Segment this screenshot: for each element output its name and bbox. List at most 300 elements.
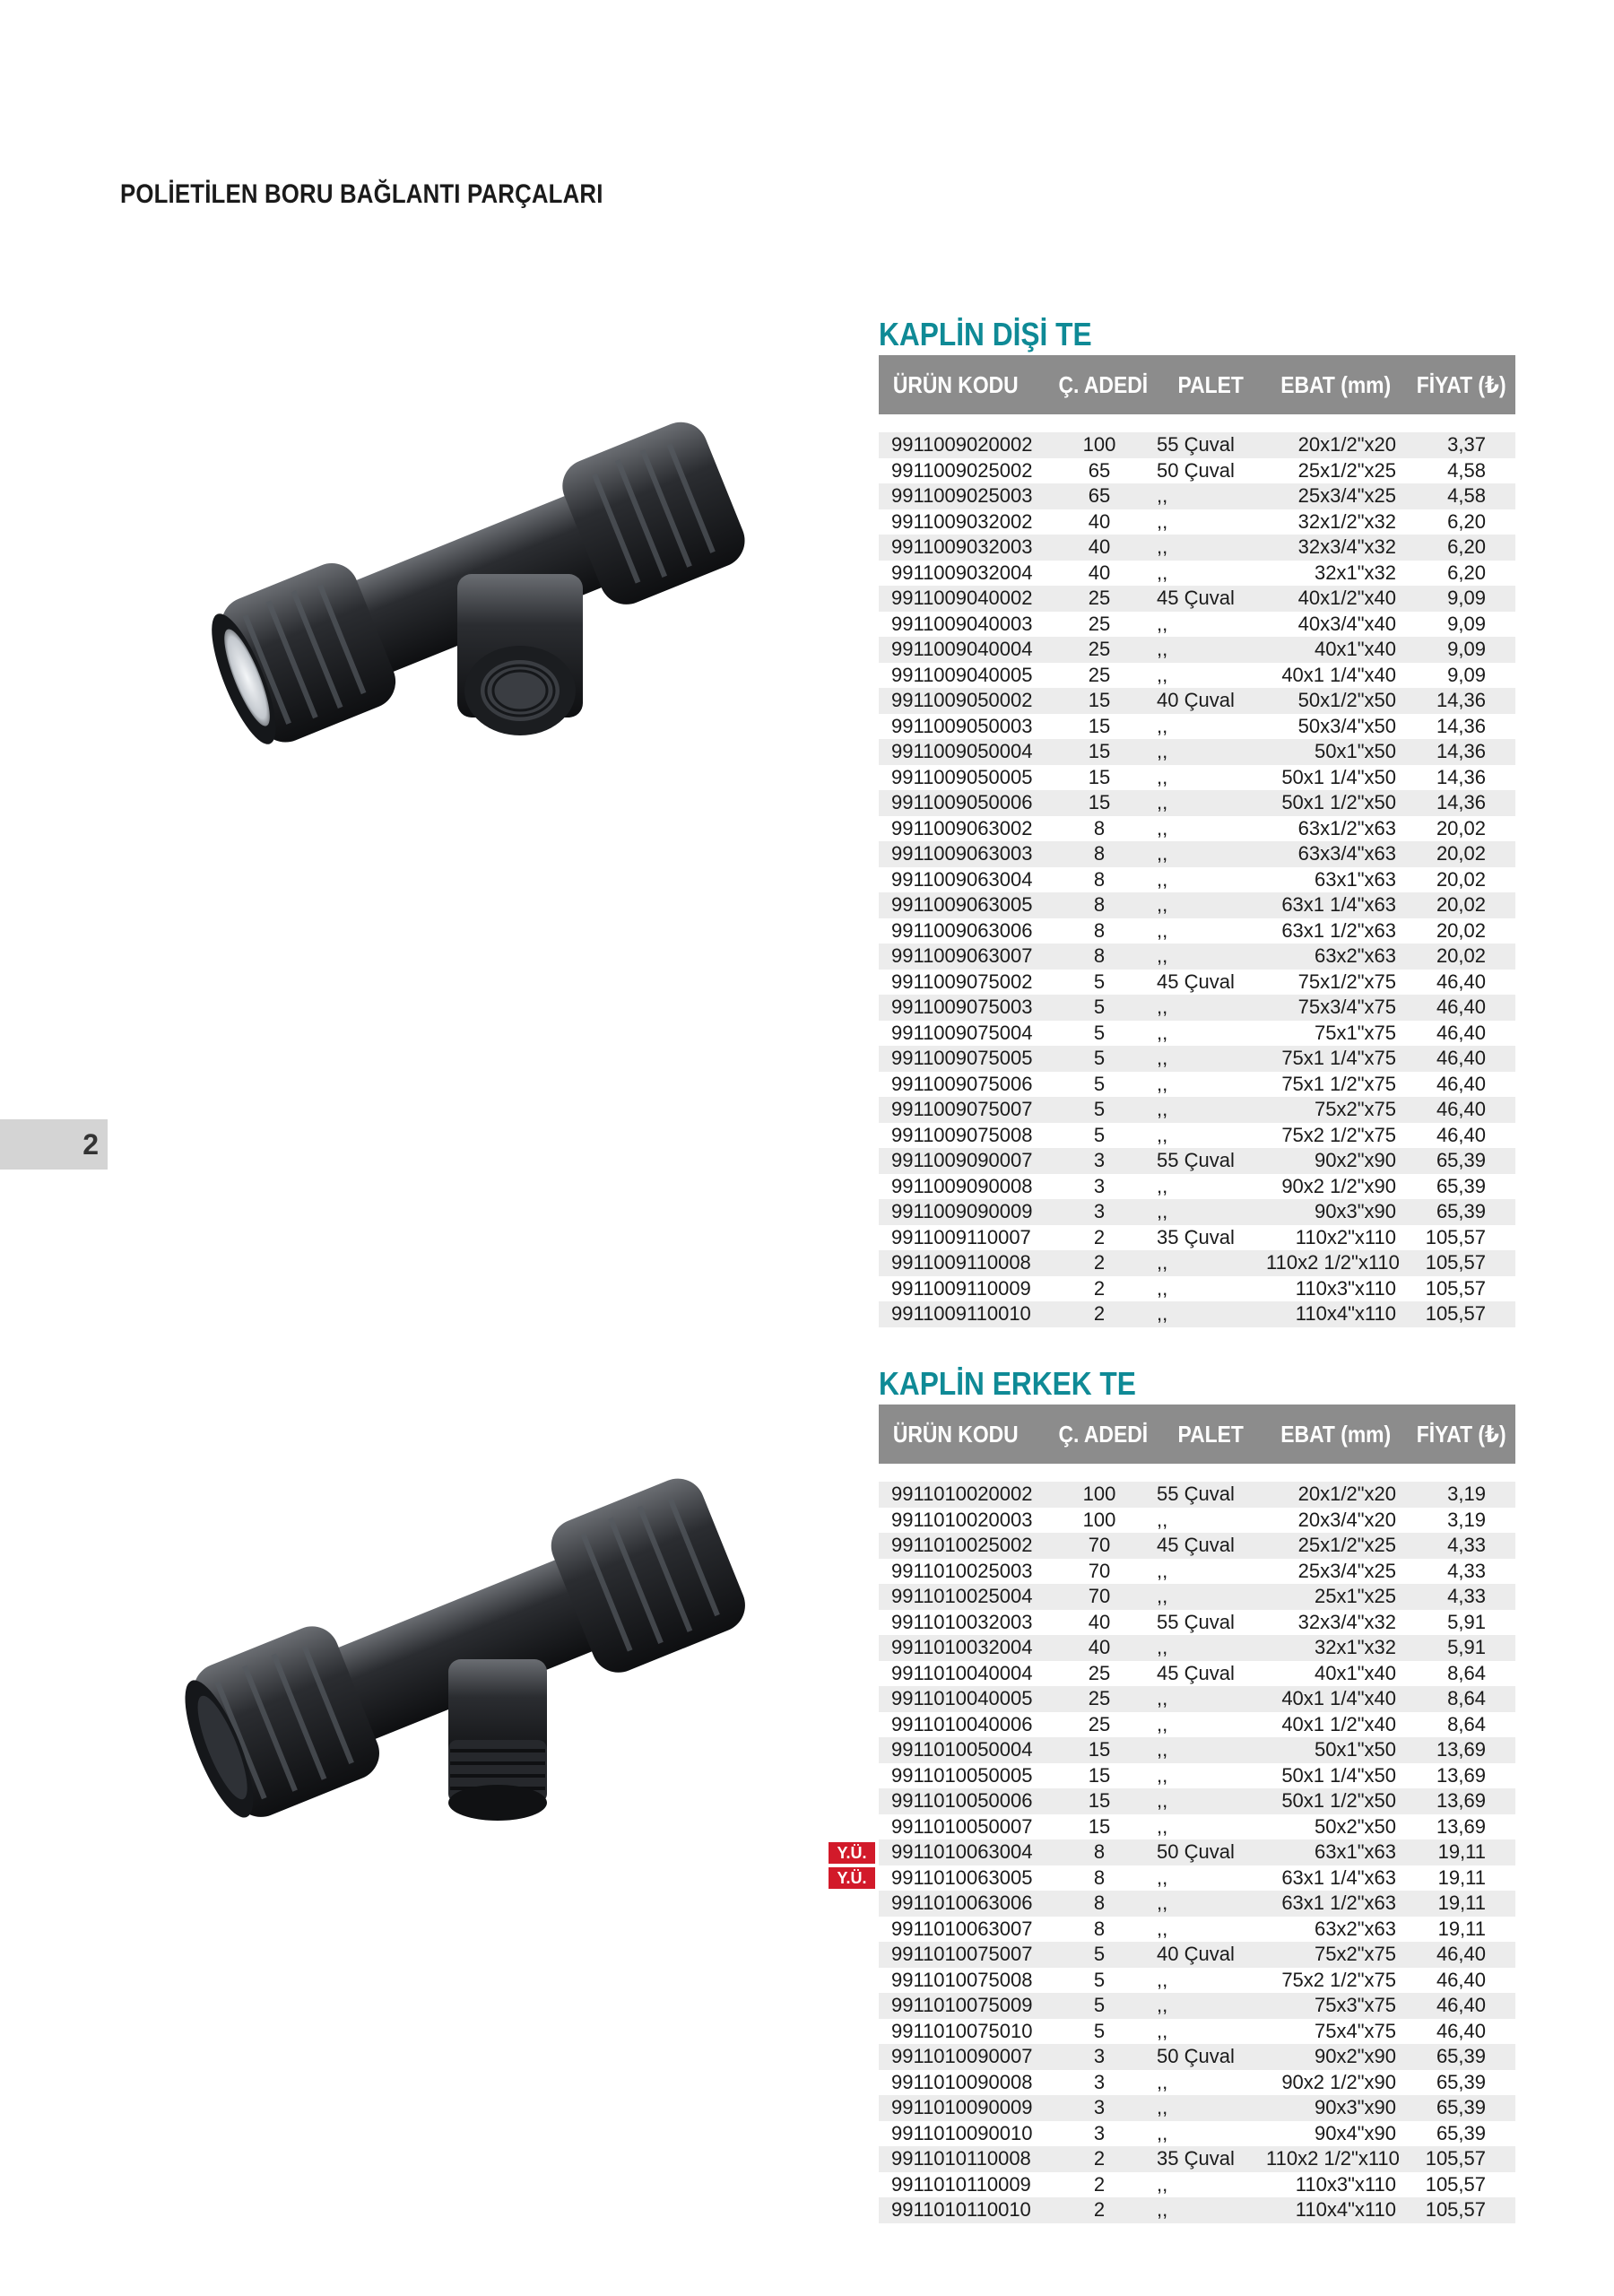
- price-cell: 20,02: [1436, 867, 1486, 891]
- table-body: [879, 432, 1515, 1327]
- price-cell: 46,40: [1436, 1123, 1486, 1146]
- pallet-cell: ,,: [1157, 484, 1168, 508]
- pallet-cell: ,,: [1157, 1072, 1168, 1095]
- price-cell: 4,33: [1447, 1559, 1486, 1582]
- pallet-cell: ,,: [1157, 1892, 1168, 1915]
- size-cell: 40x1"x40: [1315, 638, 1396, 661]
- table-row: [879, 2146, 1515, 2172]
- size-cell: 20x3/4"x20: [1297, 1508, 1396, 1531]
- price-cell: 5,91: [1447, 1610, 1486, 1633]
- price-cell: 9,09: [1447, 587, 1486, 610]
- table-row: [879, 1968, 1515, 1994]
- table-row: [879, 2044, 1515, 2070]
- price-cell: 105,57: [1425, 1225, 1486, 1248]
- price-cell: 46,40: [1436, 1994, 1486, 2017]
- table-row: [879, 688, 1515, 714]
- price-cell: 13,69: [1436, 1763, 1486, 1787]
- package-qty-cell: 5: [1093, 970, 1106, 993]
- size-cell: 63x1"x63: [1315, 867, 1396, 891]
- table-row: [879, 1199, 1515, 1225]
- package-qty-cell: 8: [1093, 816, 1106, 839]
- pallet-cell: ,,: [1157, 1021, 1168, 1044]
- product-code-cell: 9911009090007: [891, 1149, 1033, 1172]
- new-product-badge: Y.Ü.: [829, 1867, 875, 1889]
- pallet-cell: ,,: [1157, 1687, 1168, 1710]
- size-cell: 20x1/2"x20: [1297, 1483, 1396, 1506]
- size-cell: 75x2 1/2"x75: [1281, 1968, 1396, 1991]
- table-row: [879, 1584, 1515, 1610]
- table-row: [879, 1097, 1515, 1123]
- product-code-cell: 9911009040004: [891, 638, 1033, 661]
- pallet-cell: ,,: [1157, 2198, 1168, 2222]
- size-cell: 25x3/4"x25: [1297, 484, 1396, 508]
- package-qty-cell: 8: [1093, 867, 1106, 891]
- price-cell: 46,40: [1436, 1943, 1486, 1966]
- pallet-cell: ,,: [1157, 1123, 1168, 1146]
- package-qty-cell: 15: [1088, 689, 1111, 712]
- size-cell: 50x1 1/4"x50: [1281, 1763, 1396, 1787]
- pallet-cell: 35 Çuval: [1157, 2147, 1235, 2170]
- product-code-cell: 9911010063006: [891, 1892, 1033, 1915]
- package-qty-cell: 8: [1093, 842, 1106, 865]
- product-code-cell: 9911010110009: [891, 2172, 1031, 2196]
- package-qty-cell: 8: [1093, 1917, 1106, 1940]
- product-code-cell: 9911009075005: [891, 1047, 1033, 1070]
- package-qty-cell: 5: [1093, 2019, 1106, 2042]
- female-tee-section: [879, 314, 1515, 1327]
- size-cell: 110x3"x110: [1295, 1276, 1396, 1300]
- size-cell: 75x1"x75: [1315, 1021, 1396, 1044]
- price-cell: 65,39: [1436, 1174, 1486, 1197]
- price-cell: 105,57: [1425, 2172, 1486, 2196]
- price-cell: 3,19: [1447, 1483, 1486, 1506]
- table-row: [879, 1635, 1515, 1661]
- price-cell: 46,40: [1436, 996, 1486, 1019]
- package-qty-cell: 5: [1093, 1968, 1106, 1991]
- price-cell: 65,39: [1436, 2096, 1486, 2119]
- package-qty-cell: 2: [1093, 1251, 1106, 1274]
- package-qty-cell: 2: [1093, 1225, 1106, 1248]
- size-cell: 110x2 1/2"x110: [1266, 2147, 1400, 2170]
- table-row: [879, 509, 1515, 535]
- product-code-cell: 9911010075007: [891, 1943, 1033, 1966]
- size-cell: 63x1 1/2"x63: [1281, 918, 1396, 942]
- package-qty-cell: 65: [1088, 484, 1111, 508]
- pallet-cell: ,,: [1157, 867, 1168, 891]
- table-row: [879, 816, 1515, 842]
- table-row: [879, 841, 1515, 867]
- table-row: [879, 765, 1515, 791]
- price-cell: 14,36: [1436, 791, 1486, 814]
- table-row: [879, 739, 1515, 765]
- size-cell: 75x1 1/4"x75: [1281, 1047, 1396, 1070]
- package-qty-cell: 25: [1088, 587, 1111, 610]
- product-code-cell: 9911009063003: [891, 842, 1033, 865]
- pallet-cell: 45 Çuval: [1157, 1661, 1235, 1684]
- pallet-cell: ,,: [1157, 1712, 1168, 1735]
- pallet-cell: ,,: [1157, 1559, 1168, 1582]
- price-cell: 4,58: [1447, 484, 1486, 508]
- page-number: 2: [0, 1119, 108, 1170]
- table-header: [879, 355, 1515, 414]
- col-header-qty: Ç. ADEDİ: [1058, 370, 1148, 398]
- package-qty-cell: 2: [1093, 2198, 1106, 2222]
- price-cell: 105,57: [1425, 1302, 1486, 1326]
- package-qty-cell: 3: [1093, 2070, 1106, 2093]
- pallet-cell: ,,: [1157, 1789, 1168, 1813]
- price-cell: 6,20: [1447, 535, 1486, 559]
- package-qty-cell: 100: [1082, 433, 1116, 457]
- pallet-cell: ,,: [1157, 2019, 1168, 2042]
- product-code-cell: 9911009050002: [891, 689, 1033, 712]
- product-code-cell: 9911010110008: [891, 2147, 1031, 2170]
- product-code-cell: 9911009063005: [891, 893, 1033, 917]
- product-code-cell: 9911009020002: [891, 433, 1033, 457]
- price-cell: 13,69: [1436, 1814, 1486, 1838]
- price-cell: 19,11: [1437, 1866, 1486, 1889]
- price-cell: 19,11: [1437, 1917, 1486, 1940]
- pallet-cell: 50 Çuval: [1157, 1840, 1235, 1864]
- table-body: [879, 1482, 1515, 2223]
- product-code-cell: 9911010040006: [891, 1712, 1033, 1735]
- table-row: [879, 2095, 1515, 2121]
- package-qty-cell: 5: [1093, 1098, 1106, 1121]
- price-cell: 4,33: [1447, 1534, 1486, 1557]
- price-cell: 105,57: [1425, 2147, 1486, 2170]
- package-qty-cell: 2: [1093, 2172, 1106, 2196]
- price-cell: 65,39: [1436, 1149, 1486, 1172]
- package-qty-cell: 8: [1093, 1892, 1106, 1915]
- product-code-cell: 9911010075009: [891, 1994, 1033, 2017]
- size-cell: 63x2"x63: [1315, 1917, 1396, 1940]
- product-code-cell: 9911009075004: [891, 1021, 1033, 1044]
- package-qty-cell: 40: [1088, 1610, 1111, 1633]
- pallet-cell: ,,: [1157, 1968, 1168, 1991]
- male-tee-section: [879, 1363, 1515, 2223]
- table-row: [879, 1788, 1515, 1814]
- pallet-cell: 55 Çuval: [1157, 433, 1235, 457]
- package-qty-cell: 25: [1088, 638, 1111, 661]
- package-qty-cell: 5: [1093, 1072, 1106, 1095]
- package-qty-cell: 15: [1088, 714, 1111, 737]
- package-qty-cell: 3: [1093, 1174, 1106, 1197]
- col-header-code: ÜRÜN KODU: [892, 370, 1019, 398]
- price-cell: 46,40: [1436, 1072, 1486, 1095]
- size-cell: 32x1"x32: [1315, 561, 1396, 584]
- col-header-price: FİYAT (₺): [1416, 1420, 1506, 1448]
- package-qty-cell: 15: [1088, 1789, 1111, 1813]
- size-cell: 63x2"x63: [1315, 944, 1396, 968]
- male-tee-product-image: [179, 1453, 771, 1848]
- package-qty-cell: 25: [1088, 1687, 1111, 1710]
- package-qty-cell: 5: [1093, 1943, 1106, 1966]
- table-row: [879, 1533, 1515, 1559]
- package-qty-cell: 25: [1088, 1661, 1111, 1684]
- product-code-cell: 9911009025002: [891, 458, 1033, 482]
- size-cell: 90x4"x90: [1315, 2121, 1396, 2144]
- price-cell: 14,36: [1436, 689, 1486, 712]
- pallet-cell: ,,: [1157, 1866, 1168, 1889]
- pallet-cell: ,,: [1157, 1174, 1168, 1197]
- product-code-cell: 9911010050005: [891, 1763, 1033, 1787]
- col-header-pallet: PALET: [1177, 1420, 1244, 1448]
- product-code-cell: 9911009090009: [891, 1200, 1033, 1223]
- table-row: [879, 586, 1515, 612]
- pallet-cell: ,,: [1157, 918, 1168, 942]
- size-cell: 50x2"x50: [1315, 1814, 1396, 1838]
- price-cell: 3,37: [1447, 433, 1486, 457]
- table-row: [879, 1174, 1515, 1200]
- package-qty-cell: 2: [1093, 1276, 1106, 1300]
- price-cell: 46,40: [1436, 1047, 1486, 1070]
- size-cell: 40x1 1/4"x40: [1281, 1687, 1396, 1710]
- table-row: [879, 535, 1515, 561]
- size-cell: 50x1 1/4"x50: [1281, 765, 1396, 788]
- product-code-cell: 9911009110007: [891, 1225, 1031, 1248]
- product-code-cell: 9911009063007: [891, 944, 1033, 968]
- pallet-cell: ,,: [1157, 1763, 1168, 1787]
- price-cell: 20,02: [1436, 893, 1486, 917]
- size-cell: 25x1/2"x25: [1297, 458, 1396, 482]
- size-cell: 90x2"x90: [1315, 2045, 1396, 2068]
- size-cell: 25x1"x25: [1315, 1585, 1396, 1608]
- table-row: [879, 892, 1515, 918]
- table-row: [879, 612, 1515, 638]
- product-code-cell: 9911009075002: [891, 970, 1033, 993]
- size-cell: 50x1"x50: [1315, 1738, 1396, 1761]
- pallet-cell: 35 Çuval: [1157, 1225, 1235, 1248]
- product-code-cell: 9911010025003: [891, 1559, 1033, 1582]
- pallet-cell: ,,: [1157, 1047, 1168, 1070]
- package-qty-cell: 3: [1093, 2096, 1106, 2119]
- package-qty-cell: 100: [1082, 1508, 1116, 1531]
- size-cell: 110x3"x110: [1295, 2172, 1396, 2196]
- product-code-cell: 9911009050006: [891, 791, 1033, 814]
- product-code-cell: 9911010032003: [891, 1610, 1033, 1633]
- pallet-cell: ,,: [1157, 1994, 1168, 2017]
- product-code-cell: 9911010040004: [891, 1661, 1033, 1684]
- table-row: [879, 1046, 1515, 1072]
- table-row: [879, 944, 1515, 970]
- product-code-cell: 9911009075003: [891, 996, 1033, 1019]
- table-row: [879, 1559, 1515, 1585]
- price-cell: 14,36: [1436, 714, 1486, 737]
- size-cell: 75x3"x75: [1315, 1994, 1396, 2017]
- size-cell: 75x2"x75: [1315, 1098, 1396, 1121]
- package-qty-cell: 3: [1093, 2045, 1106, 2068]
- table-row: [879, 1072, 1515, 1098]
- pallet-cell: 50 Çuval: [1157, 458, 1235, 482]
- pallet-cell: ,,: [1157, 714, 1168, 737]
- price-cell: 9,09: [1447, 663, 1486, 686]
- product-code-cell: 9911009110010: [891, 1302, 1031, 1326]
- table-row: [879, 1123, 1515, 1149]
- price-cell: 9,09: [1447, 612, 1486, 635]
- product-code-cell: 9911010025004: [891, 1585, 1033, 1608]
- pallet-cell: ,,: [1157, 1738, 1168, 1761]
- size-cell: 75x4"x75: [1315, 2019, 1396, 2042]
- price-cell: 3,19: [1447, 1508, 1486, 1531]
- pallet-cell: ,,: [1157, 765, 1168, 788]
- table-row: [879, 1942, 1515, 1968]
- package-qty-cell: 65: [1088, 458, 1111, 482]
- pallet-cell: ,,: [1157, 1636, 1168, 1659]
- price-cell: 6,20: [1447, 561, 1486, 584]
- size-cell: 25x3/4"x25: [1297, 1559, 1396, 1582]
- table-row: [879, 1301, 1515, 1327]
- pallet-cell: 55 Çuval: [1157, 1610, 1235, 1633]
- size-cell: 50x3/4"x50: [1297, 714, 1396, 737]
- pallet-cell: ,,: [1157, 1508, 1168, 1531]
- pallet-cell: 45 Çuval: [1157, 970, 1235, 993]
- price-cell: 14,36: [1436, 765, 1486, 788]
- pallet-cell: ,,: [1157, 1098, 1168, 1121]
- product-code-cell: 9911010063007: [891, 1917, 1033, 1940]
- price-cell: 9,09: [1447, 638, 1486, 661]
- package-qty-cell: 70: [1088, 1585, 1111, 1608]
- size-cell: 32x3/4"x32: [1297, 535, 1396, 559]
- table-row: [879, 1508, 1515, 1534]
- table-row: [879, 2172, 1515, 2198]
- table-row: [879, 1737, 1515, 1763]
- product-code-cell: 9911010063004: [891, 1840, 1033, 1864]
- table-row: [879, 1225, 1515, 1251]
- table-row: [879, 1917, 1515, 1943]
- package-qty-cell: 15: [1088, 765, 1111, 788]
- price-cell: 65,39: [1436, 2045, 1486, 2068]
- pallet-cell: 45 Çuval: [1157, 1534, 1235, 1557]
- size-cell: 40x1"x40: [1315, 1661, 1396, 1684]
- package-qty-cell: 2: [1093, 2147, 1106, 2170]
- product-code-cell: 9911010025002: [891, 1534, 1033, 1557]
- table-row: [879, 918, 1515, 944]
- size-cell: 90x2"x90: [1315, 1149, 1396, 1172]
- package-qty-cell: 8: [1093, 944, 1106, 968]
- table-row: [879, 1993, 1515, 2019]
- pallet-cell: ,,: [1157, 996, 1168, 1019]
- product-code-cell: 9911010032004: [891, 1636, 1033, 1659]
- package-qty-cell: 70: [1088, 1559, 1111, 1582]
- product-code-cell: 9911010075008: [891, 1968, 1033, 1991]
- product-code-cell: 9911010050006: [891, 1789, 1033, 1813]
- table-row: [879, 1610, 1515, 1636]
- package-qty-cell: 40: [1088, 535, 1111, 559]
- pallet-cell: ,,: [1157, 816, 1168, 839]
- package-qty-cell: 5: [1093, 1123, 1106, 1146]
- price-cell: 46,40: [1436, 970, 1486, 993]
- col-header-code: ÜRÜN KODU: [892, 1420, 1019, 1448]
- table-row: [879, 1148, 1515, 1174]
- table-row: [879, 1021, 1515, 1047]
- product-code-cell: 9911010050004: [891, 1738, 1033, 1761]
- size-cell: 90x2 1/2"x90: [1281, 2070, 1396, 2093]
- col-header-qty: Ç. ADEDİ: [1058, 1420, 1148, 1448]
- pallet-cell: ,,: [1157, 740, 1168, 763]
- new-product-badge: Y.Ü.: [829, 1842, 875, 1864]
- table-row: [879, 1276, 1515, 1302]
- size-cell: 63x1"x63: [1315, 1840, 1396, 1864]
- pallet-cell: ,,: [1157, 1251, 1168, 1274]
- price-cell: 105,57: [1425, 1276, 1486, 1300]
- package-qty-cell: 40: [1088, 561, 1111, 584]
- package-qty-cell: 15: [1088, 791, 1111, 814]
- table-row: [879, 561, 1515, 587]
- pallet-cell: ,,: [1157, 2070, 1168, 2093]
- page-title: POLİETİLEN BORU BAĞLANTI PARÇALARI: [120, 179, 603, 209]
- package-qty-cell: 15: [1088, 1763, 1111, 1787]
- table-row: [879, 1482, 1515, 1508]
- package-qty-cell: 40: [1088, 509, 1111, 533]
- table-row: [879, 2070, 1515, 2096]
- table-header: [879, 1405, 1515, 1464]
- price-cell: 20,02: [1436, 918, 1486, 942]
- product-code-cell: 9911009032002: [891, 509, 1033, 533]
- table-row: [879, 1250, 1515, 1276]
- size-cell: 63x1 1/4"x63: [1281, 893, 1396, 917]
- table-row: [879, 1866, 1515, 1892]
- price-cell: 105,57: [1425, 2198, 1486, 2222]
- size-cell: 40x3/4"x40: [1297, 612, 1396, 635]
- product-code-cell: 9911010063005: [891, 1866, 1033, 1889]
- price-cell: 13,69: [1436, 1738, 1486, 1761]
- table-row: [879, 1763, 1515, 1789]
- table-row: [879, 2121, 1515, 2147]
- product-code-cell: 9911010090009: [891, 2096, 1033, 2119]
- pallet-cell: ,,: [1157, 1200, 1168, 1223]
- price-cell: 6,20: [1447, 509, 1486, 533]
- price-cell: 13,69: [1436, 1789, 1486, 1813]
- package-qty-cell: 5: [1093, 1021, 1106, 1044]
- product-code-cell: 9911010090010: [891, 2121, 1033, 2144]
- product-code-cell: 9911009090008: [891, 1174, 1033, 1197]
- product-code-cell: 9911009050004: [891, 740, 1033, 763]
- pallet-cell: ,,: [1157, 663, 1168, 686]
- price-cell: 8,64: [1447, 1661, 1486, 1684]
- price-cell: 105,57: [1425, 1251, 1486, 1274]
- package-qty-cell: 8: [1093, 893, 1106, 917]
- size-cell: 75x3/4"x75: [1297, 996, 1396, 1019]
- table-row: [879, 1712, 1515, 1738]
- product-code-cell: 9911010050007: [891, 1814, 1033, 1838]
- product-code-cell: 9911010020002: [891, 1483, 1033, 1506]
- price-cell: 20,02: [1436, 842, 1486, 865]
- section-title: KAPLİN ERKEK TE: [879, 1365, 1136, 1402]
- product-code-cell: 9911010110010: [891, 2198, 1031, 2222]
- price-cell: 4,58: [1447, 458, 1486, 482]
- price-cell: 20,02: [1436, 944, 1486, 968]
- package-qty-cell: 2: [1093, 1302, 1106, 1326]
- pallet-cell: ,,: [1157, 561, 1168, 584]
- product-code-cell: 9911009063002: [891, 816, 1033, 839]
- pallet-cell: 55 Çuval: [1157, 1483, 1235, 1506]
- size-cell: 50x1 1/2"x50: [1281, 1789, 1396, 1813]
- price-cell: 19,11: [1437, 1892, 1486, 1915]
- pallet-cell: ,,: [1157, 2121, 1168, 2144]
- product-code-cell: 9911009050003: [891, 714, 1033, 737]
- table-row: [879, 432, 1515, 458]
- price-cell: 46,40: [1436, 2019, 1486, 2042]
- size-cell: 50x1/2"x50: [1297, 689, 1396, 712]
- pallet-cell: ,,: [1157, 1585, 1168, 1608]
- size-cell: 75x1/2"x75: [1297, 970, 1396, 993]
- size-cell: 110x4"x110: [1295, 1302, 1396, 1326]
- table-row: [879, 714, 1515, 740]
- col-header-size: EBAT (mm): [1280, 1420, 1392, 1448]
- price-cell: 46,40: [1436, 1098, 1486, 1121]
- product-code-cell: 9911009110008: [891, 1251, 1031, 1274]
- package-qty-cell: 15: [1088, 740, 1111, 763]
- product-code-cell: 9911009032004: [891, 561, 1033, 584]
